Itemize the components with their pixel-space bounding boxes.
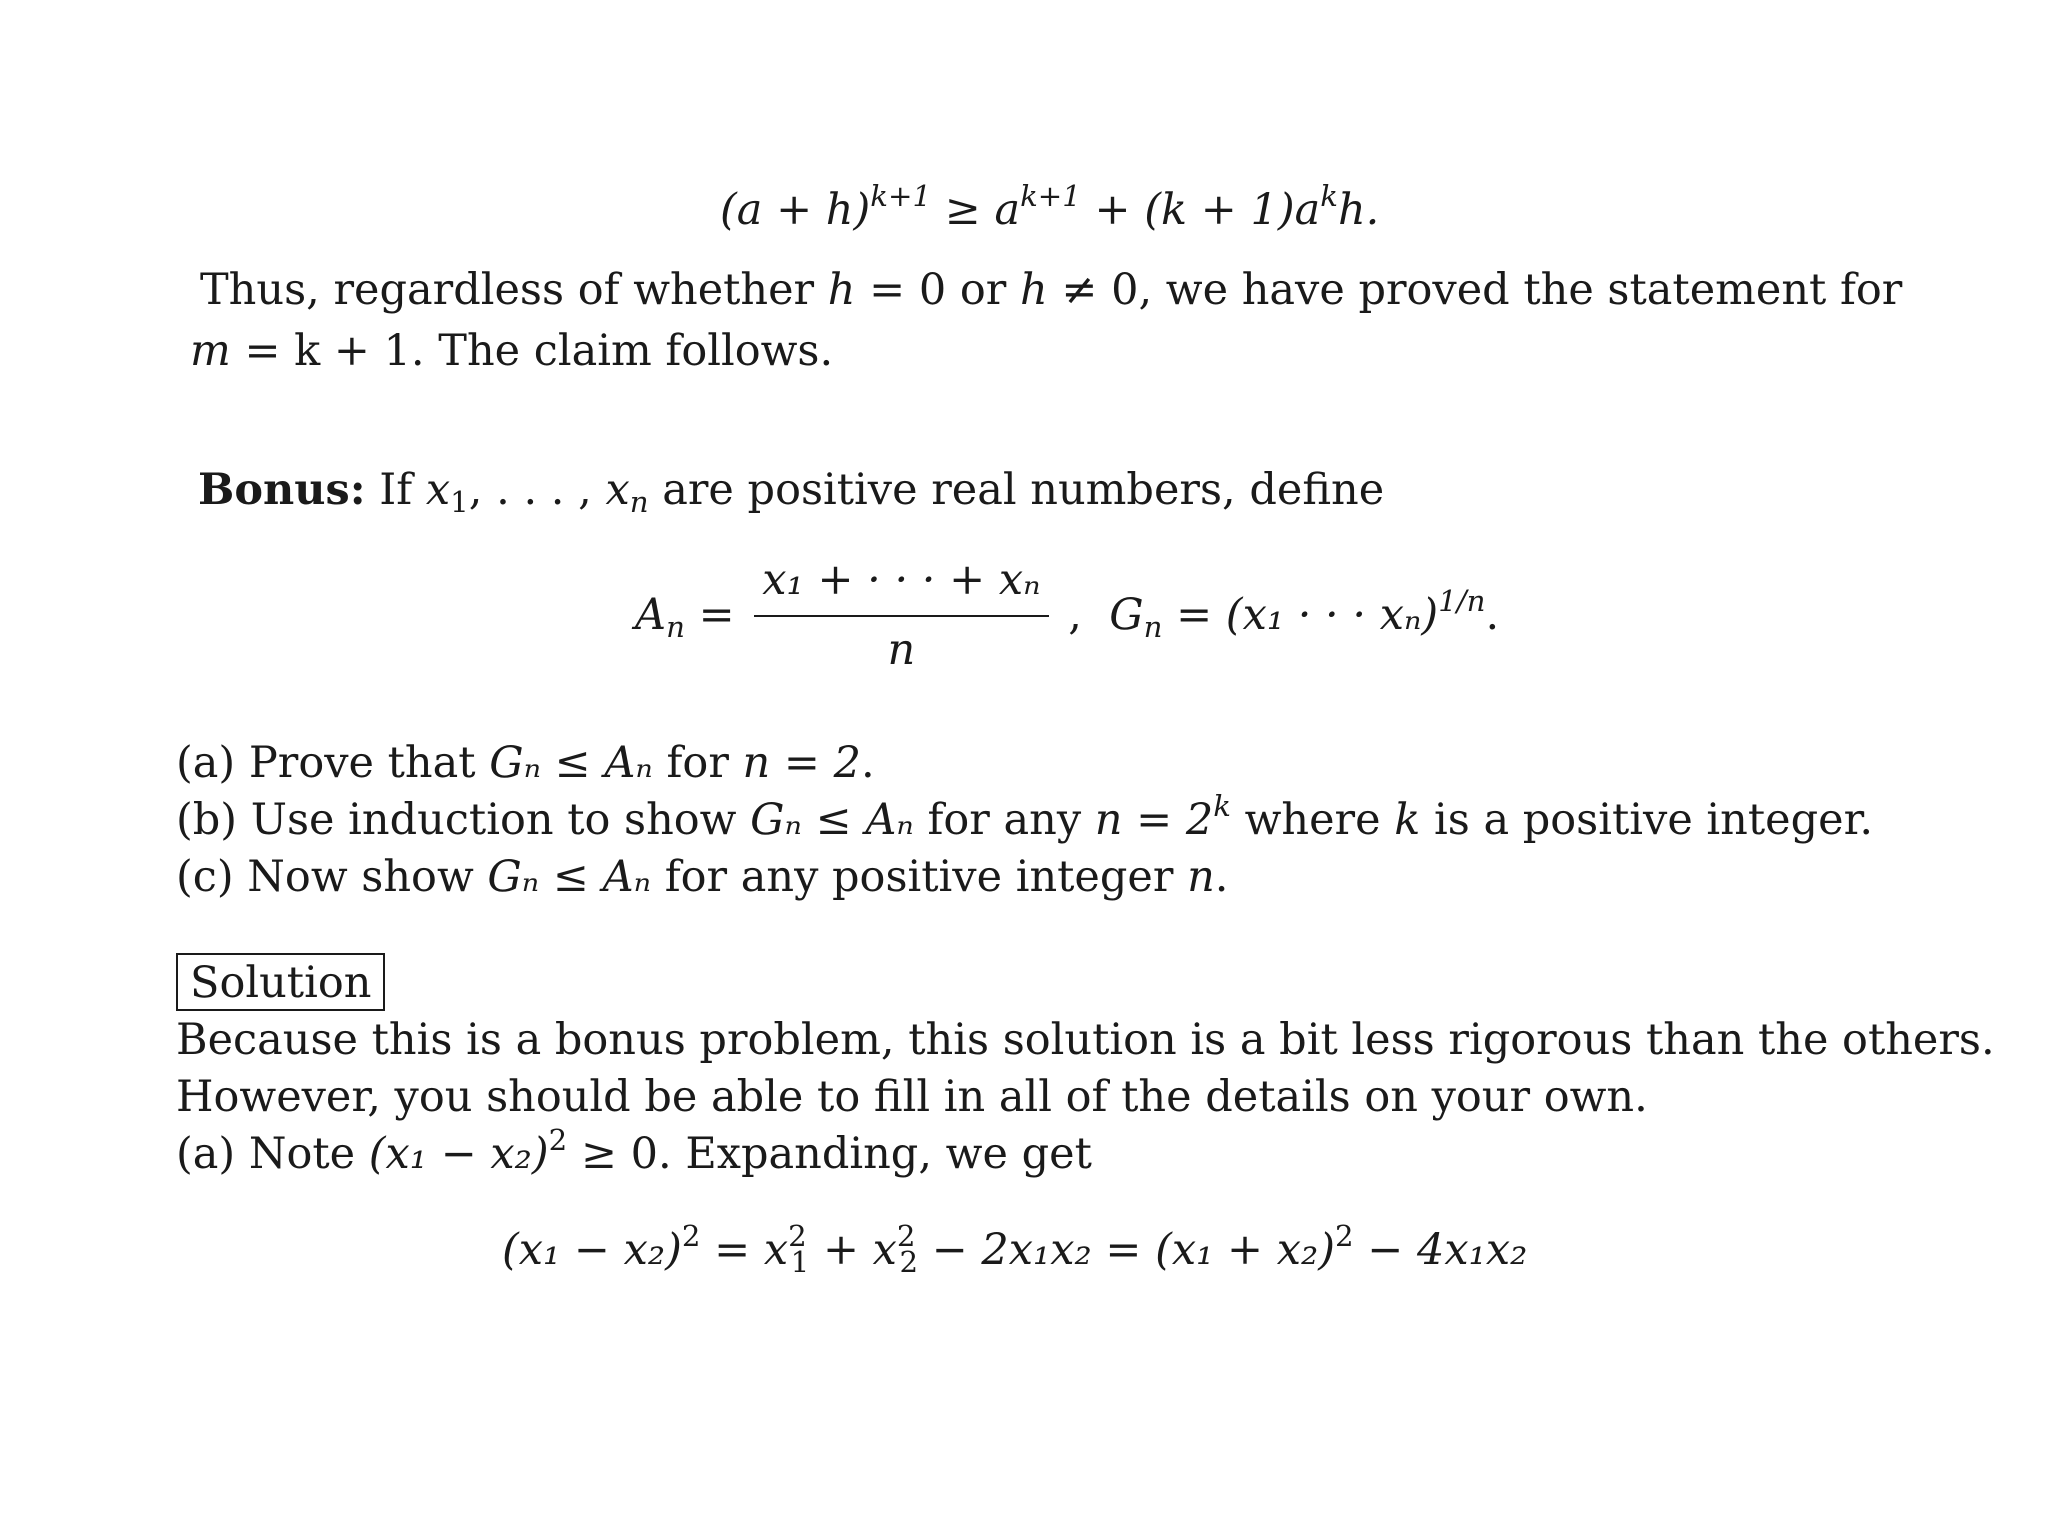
math: n = 2 <box>1094 795 1214 845</box>
definitions-equation <box>635 555 1500 675</box>
text: Use induction to show <box>237 795 751 845</box>
subscript: 2 <box>899 1245 919 1280</box>
period: . <box>1485 590 1500 640</box>
comma: , <box>1068 590 1082 640</box>
fraction <box>754 555 1048 675</box>
top-equation <box>720 178 1380 235</box>
exponent: 2 <box>896 1218 916 1253</box>
var-h: h <box>827 265 856 315</box>
part-b <box>176 788 1874 849</box>
text: . <box>860 738 875 788</box>
text: Thus, regardless of whether <box>200 265 828 315</box>
text: ≠ 0, we have proved the statement for <box>1047 265 1903 315</box>
text: If <box>365 465 426 515</box>
term1-base: a <box>994 185 1021 235</box>
text: are positive real numbers, define <box>648 465 1385 515</box>
subscript: n <box>1143 610 1163 645</box>
text: Now show <box>233 852 488 902</box>
bonus-label: Bonus: <box>198 465 366 515</box>
term2-base: a <box>1294 185 1321 235</box>
text: . <box>1214 852 1229 902</box>
part-a <box>176 735 1873 792</box>
relation: ≥ <box>931 185 995 235</box>
math: Gₙ ≤ Aₙ <box>750 795 914 845</box>
term: − 4x₁x₂ <box>1353 1225 1528 1275</box>
equals: = <box>684 590 735 640</box>
text: = k + 1. The claim follows. <box>230 326 834 376</box>
term2-exponent: k <box>1320 178 1338 213</box>
subscript: 1 <box>790 1245 810 1280</box>
exponent: k <box>1213 788 1231 823</box>
var-G: G <box>1109 590 1144 640</box>
solution-heading-box <box>176 953 385 1011</box>
solution-line: Because this is a bonus problem, this solution is a bit less rigorous than the others. <box>176 1015 1995 1065</box>
numerator: x₁ + · · · + xₙ <box>754 555 1048 617</box>
subscript: 1 <box>450 485 469 520</box>
lhs-exponent: k+1 <box>870 178 932 213</box>
var-x: x <box>605 465 630 515</box>
term: (x₁ − x₂) <box>502 1225 682 1275</box>
solution-text <box>176 1012 1995 1183</box>
math: Gₙ ≤ Aₙ <box>487 852 652 902</box>
math: Gₙ ≤ Aₙ <box>489 738 653 788</box>
solution-line <box>176 1122 1995 1183</box>
term: = x <box>700 1225 789 1275</box>
text: = 0 or <box>855 265 1021 315</box>
text: (a) Note <box>176 1129 369 1179</box>
math: n = 2 <box>742 738 861 788</box>
plus-term: + (k + 1) <box>1080 185 1295 235</box>
var-m: m <box>190 326 231 376</box>
solution-line: However, you should be able to fill in all of the details on your own. <box>176 1072 1648 1122</box>
exponent: 1/n <box>1438 583 1486 618</box>
var-A: A <box>635 590 667 640</box>
text: Prove that <box>235 738 490 788</box>
paragraph-conclusion-line2 <box>190 326 833 376</box>
subscript: n <box>629 485 649 520</box>
var-k: k <box>1394 795 1421 845</box>
lhs-base: (a + h) <box>720 185 871 235</box>
subscript: n <box>666 610 685 645</box>
bonus-statement <box>198 465 1385 520</box>
exponent: 2 <box>788 1218 807 1253</box>
text: , . . . , <box>468 465 606 515</box>
text: where <box>1230 795 1395 845</box>
math: n <box>1187 852 1215 902</box>
paragraph-conclusion-line1 <box>200 265 1903 315</box>
part-label: (b) <box>176 795 238 845</box>
denominator: n <box>887 625 916 675</box>
tail: h. <box>1337 185 1380 235</box>
math: (x₁ − x₂) <box>368 1129 549 1179</box>
text: ≥ 0. Expanding, we get <box>567 1129 1092 1179</box>
exponent: 2 <box>681 1218 701 1253</box>
term: + x <box>809 1225 897 1275</box>
exponent: 2 <box>1335 1218 1354 1253</box>
var-x: x <box>425 465 451 515</box>
part-c <box>176 849 1873 906</box>
exponent: 2 <box>548 1122 568 1157</box>
text: is a positive integer. <box>1420 795 1874 845</box>
var-h: h <box>1020 265 1048 315</box>
part-label: (c) <box>176 852 234 902</box>
G-rhs: = (x₁ · · · xₙ) <box>1162 590 1439 640</box>
text: for <box>652 738 743 788</box>
solution-label: Solution <box>190 958 372 1008</box>
term1-exponent: k+1 <box>1020 178 1081 213</box>
text: for any <box>913 795 1095 845</box>
part-label: (a) <box>176 738 236 788</box>
term: − 2x₁x₂ = (x₁ + x₂) <box>918 1225 1336 1275</box>
parts-list <box>176 735 1873 906</box>
text: for any positive integer <box>651 852 1188 902</box>
bottom-equation <box>502 1218 1528 1280</box>
